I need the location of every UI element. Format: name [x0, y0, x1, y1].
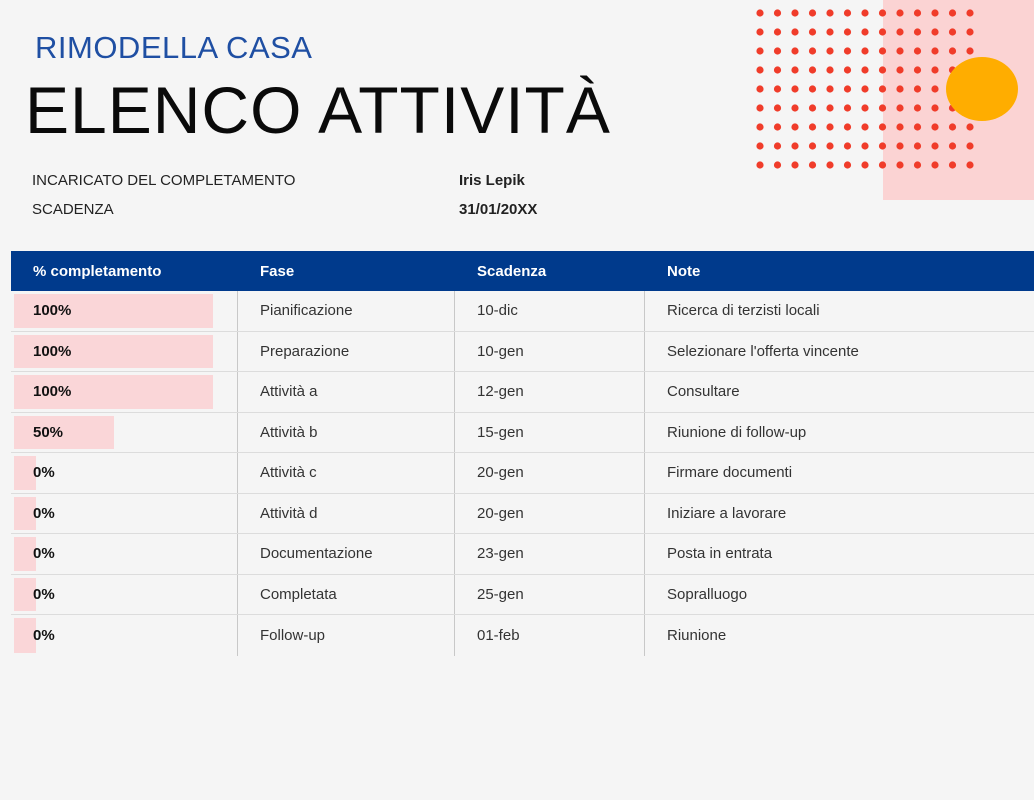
decorative-dot — [966, 28, 973, 35]
decorative-dot — [879, 142, 886, 149]
column-header-percent: % completamento — [33, 262, 162, 280]
decorative-dot — [826, 161, 833, 168]
decorative-dot — [774, 85, 781, 92]
decorative-dot — [914, 28, 921, 35]
decorative-dot — [774, 47, 781, 54]
table-row — [11, 615, 1034, 656]
decorative-dot — [774, 66, 781, 73]
task-table — [11, 251, 1034, 656]
decorative-dot — [826, 123, 833, 130]
percent-cell — [11, 372, 238, 412]
decorative-dot — [844, 123, 851, 130]
phase-cell: Documentazione — [238, 534, 455, 574]
percent-label: 0% — [33, 545, 55, 563]
decorative-dot — [791, 9, 798, 16]
due-date-cell: 12-gen — [455, 372, 645, 412]
percent-label: 0% — [33, 585, 55, 603]
due-date-row — [32, 201, 537, 218]
decorative-dot — [756, 28, 763, 35]
decorative-dot — [791, 104, 798, 111]
decorative-dot — [931, 9, 938, 16]
decorative-dot — [914, 66, 921, 73]
decorative-dot — [826, 47, 833, 54]
percent-cell — [11, 453, 238, 493]
decorative-dot — [861, 66, 868, 73]
decorative-dot — [861, 104, 868, 111]
decorative-dot — [826, 9, 833, 16]
due-date-cell: 10-dic — [455, 291, 645, 331]
decorative-dot — [809, 28, 816, 35]
percent-cell — [11, 291, 238, 331]
decorative-dot — [826, 85, 833, 92]
due-date-cell: 10-gen — [455, 332, 645, 372]
percent-label: 100% — [33, 302, 72, 320]
decorative-dot — [756, 161, 763, 168]
decorative-dot — [844, 85, 851, 92]
percent-label: 50% — [33, 423, 64, 441]
decorative-dot — [879, 66, 886, 73]
decorative-dot — [844, 66, 851, 73]
assignee-row — [32, 172, 525, 189]
decorative-dot — [861, 123, 868, 130]
phase-cell: Completata — [238, 575, 455, 615]
column-header-phase: Fase — [260, 262, 295, 280]
note-cell: Consultare — [667, 383, 740, 401]
decorative-dot — [861, 161, 868, 168]
percent-cell — [11, 413, 238, 453]
decorative-dot — [949, 9, 956, 16]
table-row — [11, 291, 1034, 332]
decorative-dot — [791, 47, 798, 54]
decorative-dot — [861, 28, 868, 35]
decorative-dot — [879, 85, 886, 92]
decorative-dot — [809, 142, 816, 149]
phase-cell: Preparazione — [238, 332, 455, 372]
decorative-dot — [966, 9, 973, 16]
decorative-dot — [896, 66, 903, 73]
decorative-dot — [826, 142, 833, 149]
decorative-dot — [914, 47, 921, 54]
decorative-dot — [844, 161, 851, 168]
assignee-value: Iris Lepik — [459, 172, 525, 189]
due-date-cell: 25-gen — [455, 575, 645, 615]
page-title: ELENCO ATTIVITÀ — [25, 73, 611, 147]
decorative-dot — [756, 85, 763, 92]
table-row — [11, 413, 1034, 454]
decorative-dot — [774, 28, 781, 35]
table-row — [11, 372, 1034, 413]
decorative-dot — [896, 28, 903, 35]
percent-label: 100% — [33, 342, 72, 360]
decorative-dot — [844, 142, 851, 149]
due-date-label: SCADENZA — [32, 201, 114, 218]
phase-cell: Attività a — [238, 372, 455, 412]
progress-bar — [14, 416, 114, 450]
decorative-dot — [756, 47, 763, 54]
decorative-dot — [931, 85, 938, 92]
decorative-dot — [809, 47, 816, 54]
note-cell: Posta in entrata — [667, 545, 773, 563]
decorative-dot — [826, 28, 833, 35]
decorative-dot — [914, 85, 921, 92]
decorative-dot — [931, 161, 938, 168]
decorative-dot — [774, 9, 781, 16]
phase-cell: Attività c — [238, 453, 455, 493]
phase-cell: Attività d — [238, 494, 455, 534]
column-header-due: Scadenza — [477, 262, 547, 280]
due-date-value: 31/01/20XX — [459, 201, 538, 218]
decorative-dot — [791, 123, 798, 130]
due-date-cell: 20-gen — [455, 453, 645, 493]
decorative-dot — [774, 142, 781, 149]
due-date-cell: 01-feb — [455, 615, 645, 656]
decorative-dot — [756, 142, 763, 149]
decorative-dot — [896, 123, 903, 130]
decorative-dot — [844, 28, 851, 35]
decorative-dot — [931, 142, 938, 149]
decorative-dot — [861, 142, 868, 149]
decorative-dot — [914, 123, 921, 130]
decorative-dot — [791, 85, 798, 92]
decorative-dot — [756, 123, 763, 130]
phase-cell: Follow-up — [238, 615, 455, 656]
table-row — [11, 332, 1034, 373]
decorative-dot — [844, 9, 851, 16]
decorative-dot — [949, 47, 956, 54]
percent-label: 0% — [33, 504, 55, 522]
decorative-dot — [931, 66, 938, 73]
decorative-dot — [931, 47, 938, 54]
percent-cell — [11, 332, 238, 372]
note-cell: Riunione di follow-up — [667, 423, 807, 441]
decorative-dot — [861, 9, 868, 16]
note-cell: Sopralluogo — [667, 585, 748, 603]
decorative-dot — [826, 104, 833, 111]
decorative-dot — [949, 123, 956, 130]
table-row — [11, 575, 1034, 616]
decorative-dot — [844, 47, 851, 54]
decorative-dot — [756, 66, 763, 73]
percent-cell — [11, 615, 238, 656]
decorative-dot — [826, 66, 833, 73]
decorative-dot — [966, 161, 973, 168]
phase-cell: Pianificazione — [238, 291, 455, 331]
decorative-dot — [791, 161, 798, 168]
note-cell: Riunione — [667, 626, 727, 644]
table-row — [11, 453, 1034, 494]
note-cell: Selezionare l'offerta vincente — [667, 342, 859, 360]
decorative-dot — [914, 104, 921, 111]
decorative-dot — [791, 28, 798, 35]
decorative-dot — [879, 28, 886, 35]
decorative-dot — [896, 104, 903, 111]
percent-label: 0% — [33, 626, 55, 644]
decorative-dot — [879, 161, 886, 168]
percent-label: 0% — [33, 464, 55, 482]
decorative-dot — [774, 123, 781, 130]
decorative-dot — [966, 123, 973, 130]
decorative-dot — [879, 9, 886, 16]
decorative-dot — [949, 142, 956, 149]
decorative-dot — [774, 104, 781, 111]
decorative-dot — [809, 9, 816, 16]
table-row — [11, 494, 1034, 535]
table-header — [11, 251, 1034, 291]
table-row — [11, 534, 1034, 575]
assignee-label: INCARICATO DEL COMPLETAMENTO — [32, 172, 296, 189]
decorative-dot — [756, 9, 763, 16]
decorative-dot — [914, 161, 921, 168]
column-header-note: Note — [667, 262, 701, 280]
decorative-dot — [896, 85, 903, 92]
decorative-dot — [809, 66, 816, 73]
decorative-dot — [931, 28, 938, 35]
decorative-dot — [809, 85, 816, 92]
decorative-dot — [896, 47, 903, 54]
decorative-dot — [791, 66, 798, 73]
decorative-dot — [756, 104, 763, 111]
phase-cell: Attività b — [238, 413, 455, 453]
decorative-dot — [896, 161, 903, 168]
decorative-dot — [809, 123, 816, 130]
decorative-dot — [896, 142, 903, 149]
decorative-dot — [791, 142, 798, 149]
decorative-dot — [774, 161, 781, 168]
decorative-dot — [949, 28, 956, 35]
decorative-dot — [861, 85, 868, 92]
decorative-orange-circle — [946, 57, 1018, 121]
decorative-dot — [879, 104, 886, 111]
decorative-dot — [914, 142, 921, 149]
note-cell: Iniziare a lavorare — [667, 504, 787, 522]
decorative-dot — [896, 9, 903, 16]
page-subtitle: RIMODELLA CASA — [35, 30, 313, 65]
note-cell: Ricerca di terzisti locali — [667, 302, 820, 320]
decorative-dot — [914, 9, 921, 16]
decorative-dot — [844, 104, 851, 111]
decorative-dot — [809, 104, 816, 111]
decorative-dot — [931, 123, 938, 130]
due-date-cell: 20-gen — [455, 494, 645, 534]
note-cell: Firmare documenti — [667, 464, 793, 482]
table-body — [11, 291, 1034, 656]
decorative-dot — [931, 104, 938, 111]
decorative-dot — [879, 123, 886, 130]
decorative-dot — [879, 47, 886, 54]
decorative-dot — [861, 47, 868, 54]
due-date-cell: 23-gen — [455, 534, 645, 574]
percent-cell — [11, 534, 238, 574]
percent-label: 100% — [33, 383, 72, 401]
decorative-dot — [949, 161, 956, 168]
percent-cell — [11, 575, 238, 615]
percent-cell — [11, 494, 238, 534]
due-date-cell: 15-gen — [455, 413, 645, 453]
decorative-dot — [966, 47, 973, 54]
decorative-dot — [809, 161, 816, 168]
decorative-dot — [966, 142, 973, 149]
